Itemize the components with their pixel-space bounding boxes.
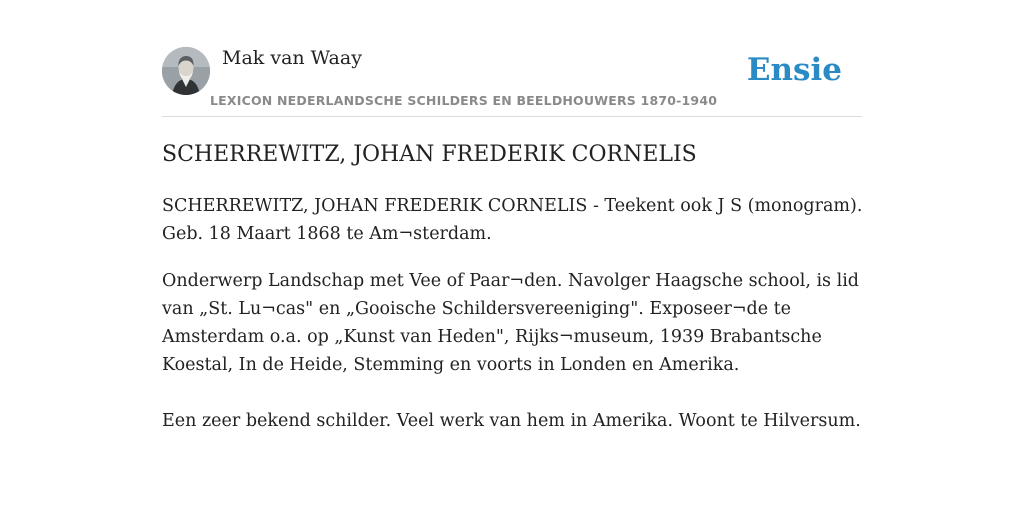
article-body: [162, 192, 868, 454]
paragraph-summary: Een zeer bekend schilder. Veel werk van hem in Amerika. Woont te Hilversum.: [162, 411, 861, 431]
paragraph-intro: SCHERREWITZ, JOHAN FREDERIK CORNELIS - Teekent ook J S (monogram). Geb. 18 Maart 1868 te Am¬sterdam.: [162, 196, 863, 244]
author-name[interactable]: Mak van Waay: [222, 47, 362, 69]
author-avatar[interactable]: [162, 47, 210, 95]
page-title: SCHERREWITZ, JOHAN FREDERIK CORNELIS: [162, 142, 697, 167]
header: [162, 46, 862, 117]
paragraph-subject: Onderwerp Landschap met Vee of Paar¬den. Navolger Haagsche school, is lid van „St. Lu¬cas" en „Gooische Schildersvereeniging". Exposeer¬de te Amsterdam o.a. op „Kunst van Heden", Rijks¬museum, 1939 Brabantsche Koestal, In de Heide, Stemming en voorts in Londen en Amerika.: [162, 271, 859, 375]
lexicon-subtitle[interactable]: LEXICON NEDERLANDSCHE SCHILDERS EN BEELDHOUWERS 1870-1940: [210, 93, 718, 108]
portrait-image: [162, 47, 210, 95]
ensie-logo[interactable]: Ensie: [746, 52, 842, 88]
